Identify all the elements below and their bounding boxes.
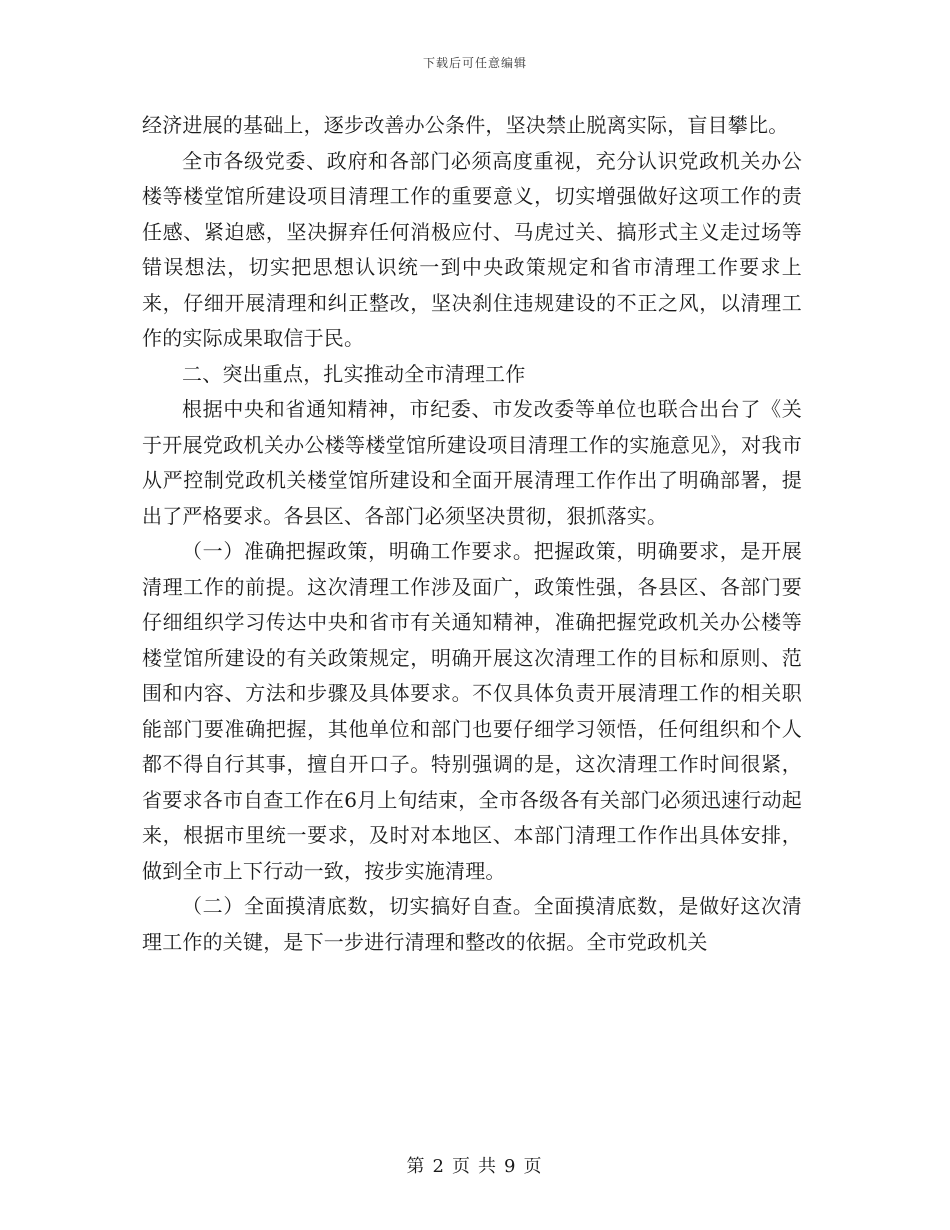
page-header-note: 下载后可任意编辑 xyxy=(422,56,527,70)
footer-label-page: 第 xyxy=(406,1156,427,1177)
paragraph-1: 经济进展的基础上，逐步改善办公条件，坚决禁止脱离实际，盲目攀比。 xyxy=(142,113,789,137)
paragraph-5: （二）全面摸清底数，切实搞好自查。全面摸清底数，是做好这次清理工作的关键，是下一步进行清理和整改的依据。全市党政机关 xyxy=(142,894,802,954)
footer-label-of: 页 xyxy=(452,1156,472,1177)
document-body xyxy=(142,108,802,960)
footer-current-page: 2 xyxy=(432,1156,446,1177)
footer-total-pages: 9 xyxy=(504,1156,518,1177)
footer-label-end: 页 xyxy=(523,1156,544,1177)
section-heading-2: 二、突出重点，扎实推动全市清理工作 xyxy=(182,361,526,386)
footer-label-total: 共 xyxy=(478,1156,498,1177)
paragraph-4: （一）准确把握政策，明确工作要求。把握政策，明确要求，是开展清理工作的前提。这次清理工作涉及面广，政策性强，各县区、各部门要仔细组织学习传达中央和省市有关通知精神，准确把握党政机关办公楼等楼堂馆所建设的有关政策规定，明确开展这次清理工作的目标和原则、范围和内容、方法和步骤及具体要求。不仅具体负责开展清理工作的相关职能部门要准确把握，其他单位和部门也要仔细学习领悟，任何组织和个人都不得自行其事，擅自开口子。特别强调的是，这次清理工作时间很紧，省要求各市自查工作在6月上旬结束，全市各级各有关部门必须迅速行动起来，根据市里统一要求，及时对本地区、本部门清理工作作出具体安排，做到全市上下行动一致，按步实施清理。 xyxy=(142,539,802,883)
paragraph-2: 全市各级党委、政府和各部门必须高度重视，充分认识党政机关办公楼等楼堂馆所建设项目清理工作的重要意义，切实增强做好这项工作的责任感、紧迫感，坚决摒弃任何消极应付、马虎过关、搞形式主义走过场等错误想法，切实把思想认识统一到中央政策规定和省市清理工作要求上来，仔细开展清理和纠正整改，坚决刹住违规建设的不正之风，以清理工作的实际成果取信于民。 xyxy=(142,148,802,350)
page-number-footer xyxy=(0,1152,950,1178)
paragraph-3: 根据中央和省通知精神，市纪委、市发改委等单位也联合出台了《关于开展党政机关办公楼等楼堂馆所建设项目清理工作的实施意见》，对我市从严控制党政机关楼堂馆所建设和全面开展清理工作作出了明确部署，提出了严格要求。各县区、各部门必须坚决贯彻，狠抓落实。 xyxy=(142,397,802,528)
